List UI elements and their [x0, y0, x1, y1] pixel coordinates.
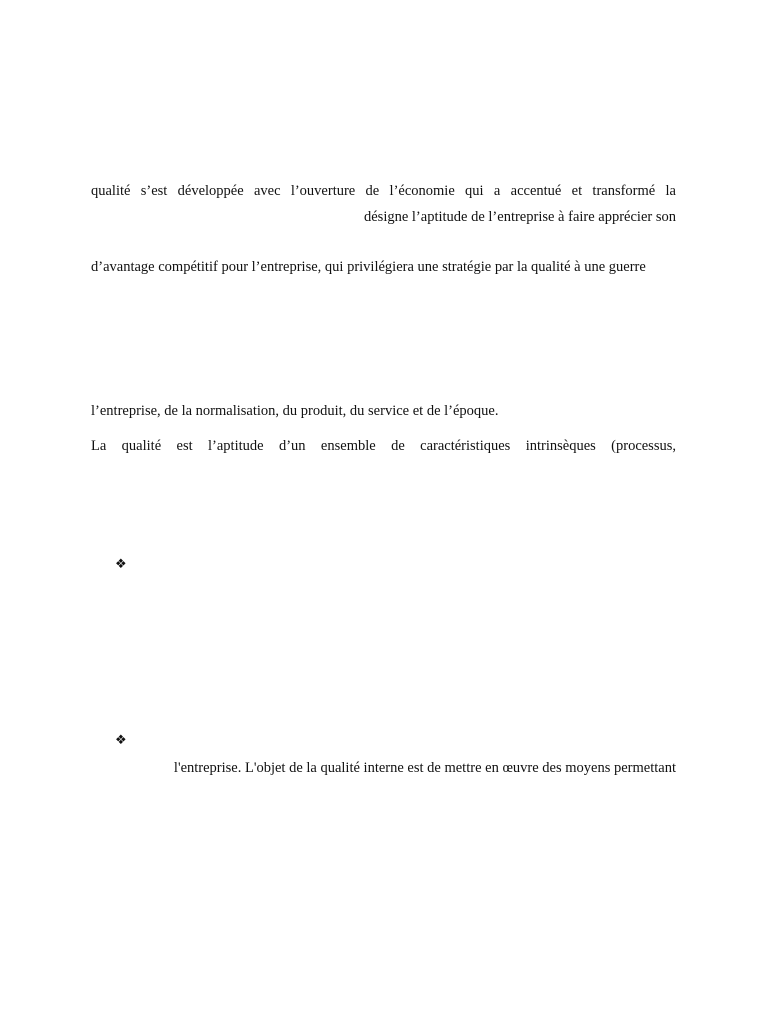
diamond-bullet-icon-2: ❖ [115, 733, 127, 748]
paragraph-line-5: La qualité est l’aptitude d’un ensemble de caractéristiques intrinsèques (processus, [91, 438, 676, 454]
paragraph-line-4: l’entreprise, de la normalisation, du produit, du service et de l’époque. [91, 403, 499, 419]
paragraph-line-2: désigne l’aptitude de l’entreprise à faire apprécier son [363, 209, 676, 225]
paragraph-line-1: qualité s’est développée avec l’ouverture de l’économie qui a accentué et transformé la [91, 183, 676, 199]
diamond-bullet-icon-1: ❖ [115, 557, 127, 572]
paragraph-line-6: l'entreprise. L'objet de la qualité interne est de mettre en œuvre des moyens permettant [173, 760, 676, 776]
paragraph-line-3: d’avantage compétitif pour l’entreprise, qui privilégiera une stratégie par la qualité à une guerre [91, 259, 646, 275]
